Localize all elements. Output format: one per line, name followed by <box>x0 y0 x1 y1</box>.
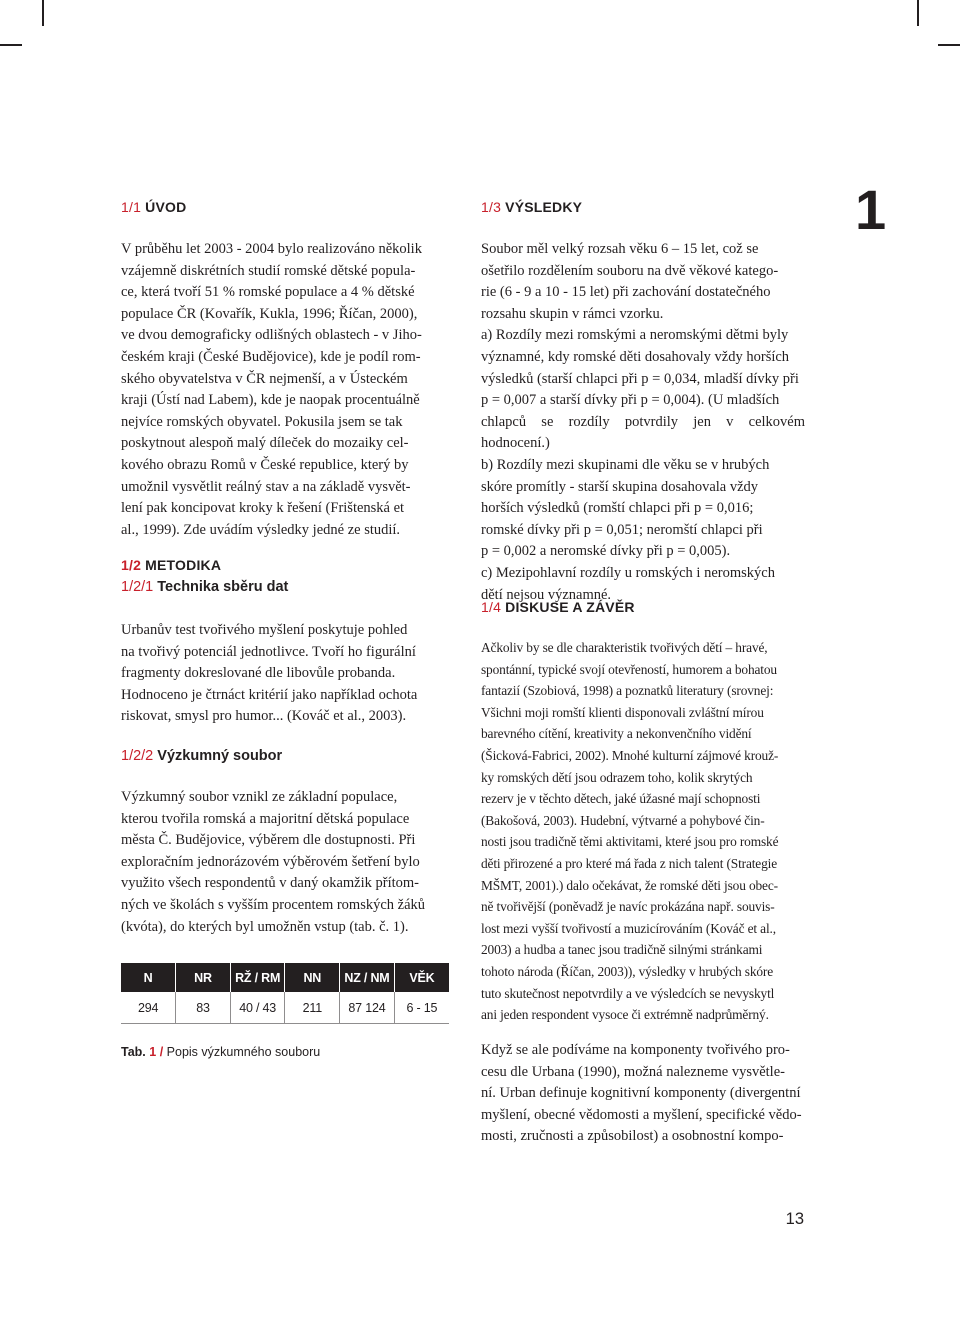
table-cell: 40 / 43 <box>230 992 285 1024</box>
discussion-heading-block <box>481 598 805 616</box>
paragraph-discussion: Ačkoliv by se dle charakteristik tvořivých dětí – hravé, spontánní, typické svojí otevřeností, humorem a bohatou fantazií (Szobiová, 1998) a poznatků literatury (srovnej: Všichni moji romští klienti disponovali zvláštní mírou barevného cítění, kreativity a nekonvenčního vidění (Šicková-Fabrici, 2002). Mnohé kulturní zájmové krouž- ky romských dětí jsou odrazem toho, kolik skrytých rezerv je v těchto dětech, jaké úžasné mají schopnosti (Bakošová, 2003). Hudební, výtvarné a pohybové čin- nosti jsou tradičně těmi aktivitami, které jsou pro romské děti přirozené a pro které má řada z nich talent (Strategie MŠMT, 2001).) dalo očekávat, že romské děti jsou obec- ně tvořivější (poněvadž je navíc prokázána např. souvis- lost mezi vyšší tvořivostí a muzicírováním (Kováč et al., 2003) a hudba a tanec jsou tradičně silnými stránkami tohoto národa (Říčan, 2003)), výsledky v hrubých skóre tuto skutečnost nepotvrdily a ve výsledcích se nevyskytl ani jeden respondent vysoce či extrémně nadprůměrný. <box>481 640 779 1023</box>
table-header-cell: NZ / NM <box>340 963 395 992</box>
subsection-number: 1/2/1 <box>121 579 154 595</box>
section-heading-intro <box>121 198 449 216</box>
table-cell: 87 124 <box>340 992 395 1024</box>
section-title: METODIKA <box>145 557 222 573</box>
subsection-heading-data-collection <box>121 578 449 596</box>
paragraph-intro: V průběhu let 2003 - 2004 bylo realizováno několik vzájemně diskrétních studií romské dětské popula- ce, která tvoří 51 % romské populace a 4 % dětské populace ČR (Kovařík, Kukla, 1996; Říčan, 2000), ve dvou demograficky odlišných oblastech - v Jiho- českém kraji (České Budějovice), kde je podíl rom- ského obyvatelstva v ČR nejmenší, a v Ústeckém kraji (Ústí nad Labem), kde je naopak procentuálně nejvíce romských obyvatel. Pokusila jsem se tak poskytnout alespoň malý dílec̆ek do mozaiky cel- kového obrazu Romů v České republice, který by umožnil vysvětlit reálný stav a na základě vysvět- lení pak koncipovat kroky k řešení (Frištenská et al., 1999). Zde uvádím výsledky jedné ze studií. <box>121 241 422 538</box>
sample-table <box>121 963 449 1024</box>
table-header-cell: VĚK <box>394 963 449 992</box>
table-header-cell: NR <box>176 963 231 992</box>
section-title: VÝSLEDKY <box>505 199 583 215</box>
sample-heading-block <box>121 747 449 765</box>
section-number: 1/2 <box>121 557 142 573</box>
paragraph-sample: Výzkumný soubor vznikl ze základní populace, kterou tvořila romská a majoritní dětská populace města Č. Budějovice, výběrem dle dostupnosti. Při exploračním jednorázovém výběrovém šetření bylo využito všech respondentů v daný okamžik přítom- ných ve školách s vyšším procentem romských žáků (kvóta), do kterých byl umožněn vstup (tab. č. 1). <box>121 789 426 935</box>
section-title: DISKUSE A ZÁVĚR <box>505 599 635 615</box>
paragraph-results: Soubor měl velký rozsah věku 6 – 15 let, což se ošetřilo rozdělením souboru na dvě věkové katego- rie (6 - 9 a 10 - 15 let) při zachování dostatečného rozsahu skupin v rámci vzorku. a) Rozdíly mezi romskými a neromskými dětmi byly významné, kdy romské děti dosahovaly vždy horších výsledků (starší chlapci při p = 0,034, mladší dívky při p = 0,007 a starší dívky při p = 0,004). (U mladších chlapců se rozdíly potvrdily jen v celkovém hodnocení.) b) Rozdíly mezi skupinami dle věku se v hrubých skóre promítly - starší skupina dosahovala vždy horších výsledků (romští chlapci při p = 0,016; romské dívky při p = 0,051; neromští chlapci při p = 0,002 a neromské dívky při p = 0,005). c) Mezipohlavní rozdíly u romských i neromských dětí nejsou významné. <box>481 241 805 603</box>
subsection-title: Výzkumný soubor <box>157 748 283 764</box>
results-heading-block <box>481 198 805 216</box>
crop-mark-top-right-horizontal <box>938 44 960 46</box>
table-cell: 294 <box>121 992 176 1024</box>
table-row <box>121 992 449 1024</box>
crop-mark-top-right-vertical <box>917 0 919 26</box>
section-number: 1/1 <box>121 199 142 215</box>
table-cell: 83 <box>176 992 231 1024</box>
left-column <box>121 198 449 216</box>
table-caption <box>121 1044 320 1060</box>
table-cell: 6 - 15 <box>394 992 449 1024</box>
page-number: 13 <box>785 1210 804 1228</box>
table-header-cell: N <box>121 963 176 992</box>
section-heading-discussion <box>481 598 805 616</box>
caption-prefix: Tab. <box>121 1045 146 1059</box>
section-number: 1/4 <box>481 599 502 615</box>
crop-mark-top-left-horizontal <box>0 44 22 46</box>
section-title: ÚVOD <box>145 199 187 215</box>
chapter-number: 1 <box>855 178 887 241</box>
section-heading-results <box>481 198 805 216</box>
section-heading-methods <box>121 556 449 574</box>
table-header-row <box>121 963 449 992</box>
table-header-cell: NN <box>285 963 340 992</box>
crop-mark-top-left-vertical <box>42 0 44 26</box>
caption-text: Popis výzkumného souboru <box>166 1045 321 1059</box>
methods-heading-block <box>121 556 449 596</box>
paragraph-data-collection: Urbanův test tvořivého myšlení poskytuje pohled na tvořivý potenciál jednotlivce. Tvoří ho figurální fragmenty dokreslované dle libovůle probanda. Hodnoceno je čtrnáct kritérií jako například ochota riskovat, smysl pro humor... (Kováč et al., 2003). <box>121 622 418 725</box>
table-cell: 211 <box>285 992 340 1024</box>
subsection-title: Technika sběru dat <box>157 579 289 595</box>
subsection-number: 1/2/2 <box>121 748 154 764</box>
section-number: 1/3 <box>481 199 502 215</box>
table-header-cell: RŽ / RM <box>230 963 285 992</box>
subsection-heading-sample <box>121 747 449 765</box>
paragraph-urban: Když se ale podíváme na komponenty tvořivého pro- cesu dle Urbana (1990), možná nalezneme vysvětle- ní. Urban definuje kognitivní komponenty (divergentní myšlení, obecné vědomosti a myšlení, specifické vědo- mosti, zručnosti a způsobilost) a osobnostní kompo- <box>481 1042 802 1145</box>
caption-number: 1 / <box>149 1045 164 1059</box>
